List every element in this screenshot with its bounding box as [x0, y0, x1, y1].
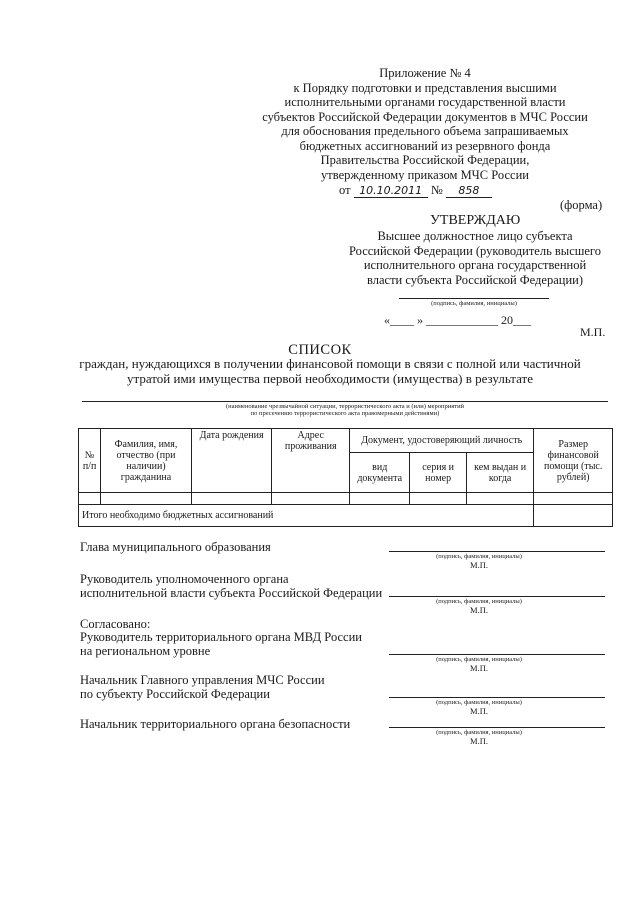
form-label: (форма) [560, 198, 603, 212]
signature-hint: (подпись, фамилия, инициалы) [436, 699, 522, 706]
sig-authorized-body-2: исполнительной власти субъекта Российской Федерации [80, 586, 383, 600]
header-address: Адрес проживания [272, 429, 350, 493]
stamp-place: М.П. [470, 605, 488, 615]
signature-hint: (подпись, фамилия, инициалы) [436, 656, 522, 663]
empty-cell [79, 493, 101, 505]
approve-line: власти субъекта Российской Федерации) [367, 272, 583, 287]
approve-line: исполнительного органа государственной [363, 258, 587, 272]
stamp-place: М.П. [470, 736, 488, 746]
signature-hint: (подпись, фамилия, инициалы) [436, 553, 522, 560]
approve-date: «____ » ____________ 20___ [384, 313, 531, 327]
empty-cell [272, 493, 350, 505]
order-number-handwritten: 858 [446, 184, 492, 198]
approve-line: Высшее должностное лицо субъекта [377, 229, 573, 243]
total-row [79, 505, 613, 527]
signature-hint: (подпись, фамилия, инициалы) [436, 729, 522, 736]
appendix-line: утвержденному приказом МЧС России [321, 167, 529, 182]
signature-line [389, 654, 605, 655]
empty-cell [191, 493, 272, 505]
appendix-line: субъектов Российской Федерации документов в МЧС России [262, 109, 588, 124]
emergency-name-hint-1: (наименование чрезвычайной ситуации, террористического акта и (или) мероприятий [225, 403, 465, 410]
sig-mvd-1: Руководитель территориального органа МВД России [80, 630, 362, 644]
header-doc-issued: кем выдан и когда [466, 453, 534, 493]
sig-mvd-2: на региональном уровне [80, 644, 211, 658]
emergency-name-hint-2: по пресечению террористического акта правомерными действиями) [250, 410, 440, 417]
approve-stamp-place: М.П. [580, 325, 606, 339]
sig-security: Начальник территориального органа безопасности [80, 717, 351, 731]
emergency-name-line [82, 401, 608, 402]
approve-block [330, 229, 620, 287]
list-subtitle-line: утратой ими имущества первой необходимости (имущества) в результате [127, 371, 533, 386]
approve-signature-hint: (подпись, фамилия, инициалы) [431, 300, 517, 307]
appendix-line: Правительства Российской Федерации, [320, 153, 530, 167]
signature-line [389, 596, 605, 597]
approve-line: Российской Федерации (руководитель высшего [349, 243, 601, 258]
header-document: Документ, удостоверяющий личность [350, 429, 534, 453]
empty-cell [410, 493, 466, 505]
sig-authorized-body-1: Руководитель уполномоченного органа [80, 572, 289, 586]
order-date-handwritten: 10.10.2011 [354, 184, 428, 198]
approve-signature-line [399, 298, 549, 299]
list-title: СПИСОК [288, 342, 352, 358]
stamp-place: М.П. [470, 663, 488, 673]
sig-mchs-2: по субъекту Российской Федерации [80, 687, 270, 701]
date-prefix: от [339, 183, 351, 197]
signature-line [389, 551, 605, 552]
empty-cell [534, 493, 613, 505]
total-label: Итого необходимо бюджетных ассигнований [79, 505, 534, 527]
citizens-table [78, 428, 613, 527]
sig-head-municipality: Глава муниципального образования [80, 540, 271, 554]
appendix-line: к Порядку подготовки и представления высшими [293, 80, 557, 95]
header-num: № п/п [79, 429, 101, 493]
empty-cell [101, 493, 192, 505]
stamp-place: М.П. [470, 560, 488, 570]
stamp-place: М.П. [470, 706, 488, 716]
appendix-line: бюджетных ассигнований из резервного фонда [299, 138, 551, 153]
header-doc-type: вид документа [350, 453, 410, 493]
header-name: Фамилия, имя, отчество (при наличии) гражданина [101, 429, 192, 493]
header-doc-series: серия и номер [410, 453, 466, 493]
table-row [79, 493, 613, 505]
order-number-line [339, 183, 492, 198]
appendix-line: Приложение № 4 [379, 66, 471, 80]
header-birth-date: Дата рождения [191, 429, 272, 493]
signature-line [389, 697, 605, 698]
sig-mchs-1: Начальник Главного управления МЧС России [80, 673, 325, 687]
appendix-line: для обоснования предельного объема запрашиваемых [281, 124, 569, 138]
agreed-label: Согласовано: [80, 617, 151, 631]
empty-cell [466, 493, 534, 505]
signature-line [389, 727, 605, 728]
appendix-line: исполнительными органами государственной власти [284, 95, 566, 109]
signature-hint: (подпись, фамилия, инициалы) [436, 598, 522, 605]
total-amount [534, 505, 613, 527]
approve-title: УТВЕРЖДАЮ [430, 213, 521, 228]
appendix-header [240, 66, 610, 182]
number-prefix: № [430, 183, 443, 197]
list-subtitle [40, 356, 620, 386]
header-amount: Размер финансовой помощи (тыс. рублей) [534, 429, 613, 493]
list-subtitle-line: граждан, нуждающихся в получении финансовой помощи в связи с полной или частичной [79, 356, 581, 371]
empty-cell [350, 493, 410, 505]
